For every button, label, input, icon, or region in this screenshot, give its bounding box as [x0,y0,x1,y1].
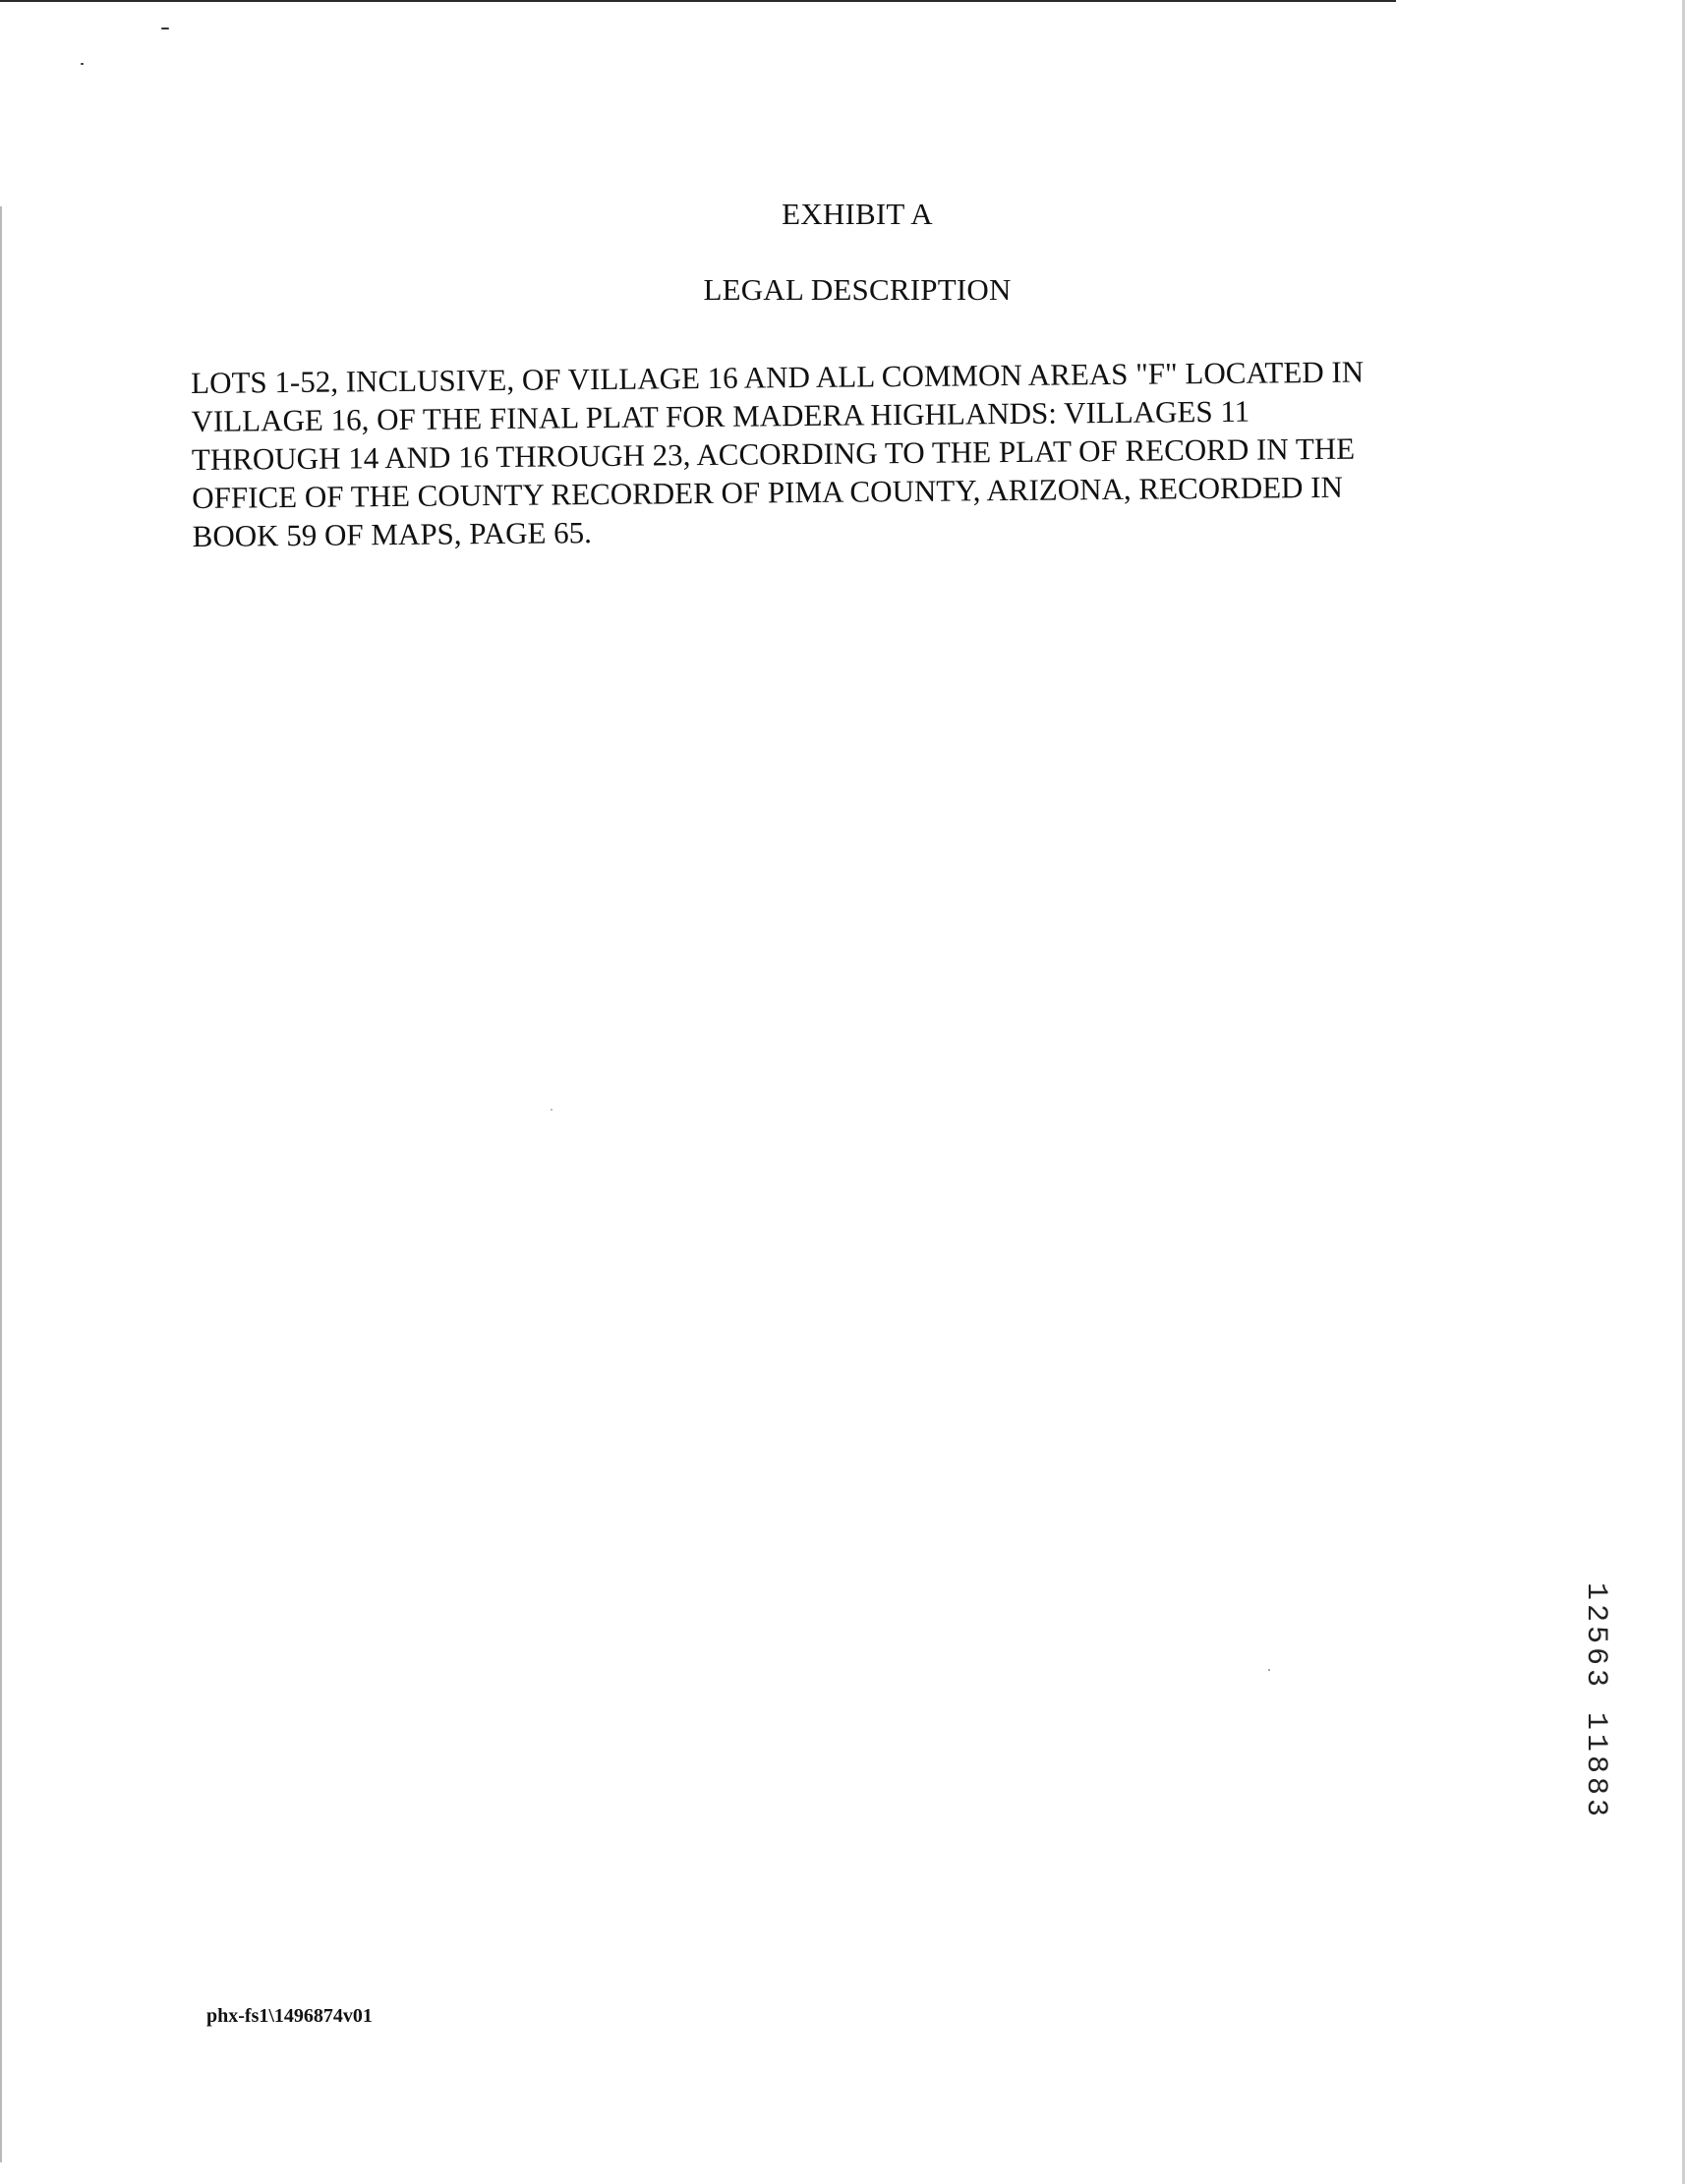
scan-speck [161,28,169,29]
recording-number-stamp: 12563 11883 [1579,1582,1612,1821]
legal-description-body [191,351,1500,555]
legal-description-line: VILLAGE 16, OF THE FINAL PLAT FOR MADERA HIGHLANDS: VILLAGES 11 [191,393,1250,438]
scan-edge-left [0,206,2,2162]
legal-description-line: OFFICE OF THE COUNTY RECORDER OF PIMA COUNTY, ARIZONA, RECORDED IN [192,469,1344,515]
exhibit-title: EXHIBIT A [782,197,933,231]
scan-speck [551,1109,552,1111]
scan-speck [1268,1669,1270,1671]
document-id: phx-fs1\1496874v01 [206,2005,373,2027]
legal-description-line: LOTS 1-52, INCLUSIVE, OF VILLAGE 16 AND ALL COMMON AREAS "F" LOCATED IN [191,354,1365,400]
scan-speck [81,63,84,65]
exhibit-subtitle: LEGAL DESCRIPTION [703,272,1012,307]
legal-description-line: BOOK 59 OF MAPS, PAGE 65. [192,515,593,553]
legal-description-line: THROUGH 14 AND 16 THROUGH 23, ACCORDING TO THE PLAT OF RECORD IN THE [191,431,1356,477]
scan-edge-top [0,0,1396,2]
